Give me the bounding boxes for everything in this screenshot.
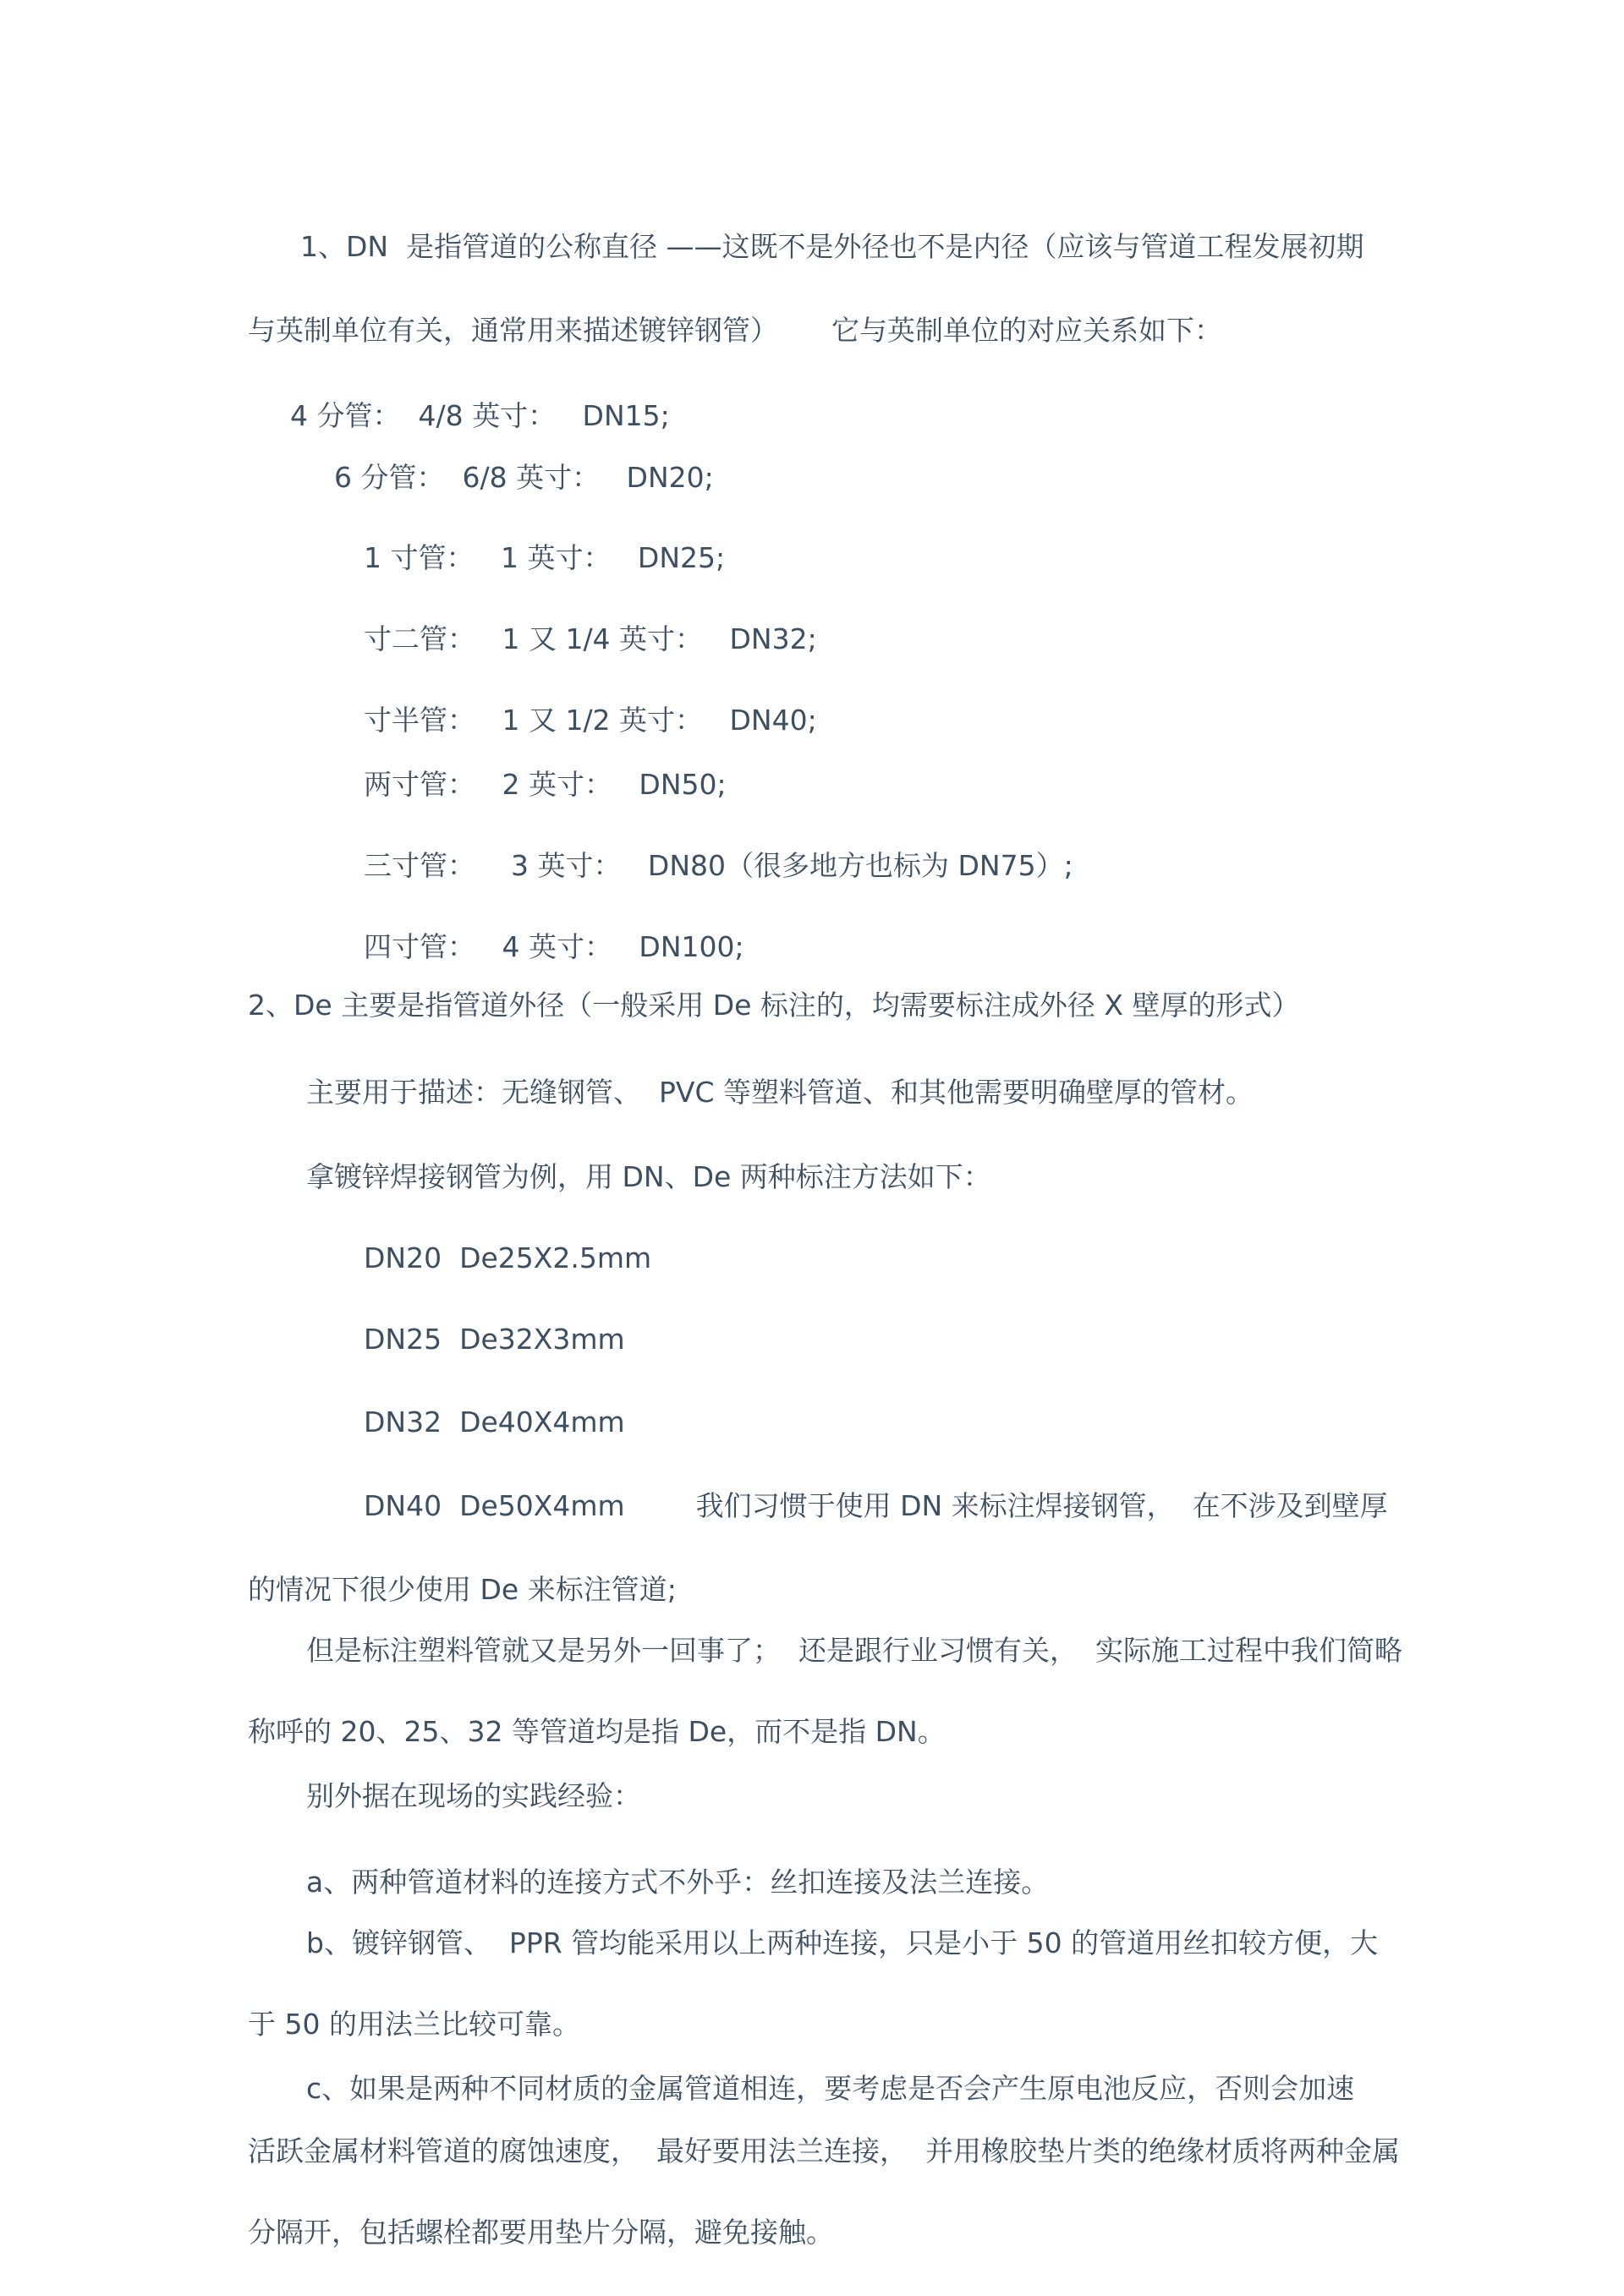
text-line: 1 寸管： 1 英寸： DN25; <box>364 541 726 574</box>
text-line: 主要用于描述：无缝钢管、 PVC 等塑料管道、和其他需要明确壁厚的管材。 <box>306 1076 1254 1109</box>
text-line: 6 分管： 6/8 英寸： DN20; <box>334 461 714 494</box>
text-line: DN25 De32X3mm <box>364 1323 625 1356</box>
text-line: 2、De 主要是指管道外径（一般采用 De 标注的，均需要标注成外径 X 壁厚的形式） <box>248 989 1300 1022</box>
text-line: 别外据在现场的实践经验： <box>306 1779 641 1812</box>
text-line: DN40 De50X4mm 我们习惯于使用 DN 来标注焊接钢管， 在不涉及到壁厚 <box>364 1489 1388 1522</box>
text-line: 拿镀锌焊接钢管为例，用 DN、De 两种标注方法如下： <box>306 1160 991 1193</box>
text-line: 的情况下很少使用 De 来标注管道; <box>248 1573 677 1606</box>
text-line: 寸二管： 1 又 1/4 英寸： DN32; <box>364 622 817 655</box>
text-line: 称呼的 20、25、32 等管道均是指 De，而不是指 DN。 <box>248 1715 946 1748</box>
text-line: 1、DN 是指管道的公称直径 ——这既不是外径也不是内径（应该与管道工程发展初期 <box>300 230 1364 263</box>
text-line: 4 分管： 4/8 英寸： DN15; <box>290 399 670 432</box>
text-line: a、两种管道材料的连接方式不外乎：丝扣连接及法兰连接。 <box>306 1866 1050 1899</box>
text-line: DN20 De25X2.5mm <box>364 1241 652 1274</box>
text-line: 活跃金属材料管道的腐蚀速度， 最好要用法兰连接， 并用橡胶垫片类的绝缘材质将两种金属 <box>248 2134 1400 2167</box>
text-line: 两寸管： 2 英寸： DN50; <box>364 768 727 801</box>
text-line: c、如果是两种不同材质的金属管道相连，要考虑是否会产生原电池反应，否则会加速 <box>306 2072 1355 2105</box>
text-line: 分隔开，包括螺栓都要用垫片分隔，避免接触。 <box>248 2216 834 2249</box>
text-line: 于 50 的用法兰比较可靠。 <box>248 2008 580 2041</box>
text-line: 但是标注塑料管就又是另外一回事了； 还是跟行业习惯有关， 实际施工过程中我们简略 <box>306 1634 1402 1667</box>
text-line: b、镀锌钢管、 PPR 管均能采用以上两种连接，只是小于 50 的管道用丝扣较方便，大 <box>306 1926 1379 1959</box>
text-line: DN32 De40X4mm <box>364 1406 625 1438</box>
text-line: 与英制单位有关，通常用来描述镀锌钢管） 它与英制单位的对应关系如下： <box>248 314 1222 347</box>
text-line: 寸半管： 1 又 1/2 英寸： DN40; <box>364 704 817 737</box>
text-line: 三寸管： 3 英寸： DN80（很多地方也标为 DN75）; <box>364 849 1073 882</box>
text-line: 四寸管： 4 英寸： DN100; <box>364 930 744 963</box>
